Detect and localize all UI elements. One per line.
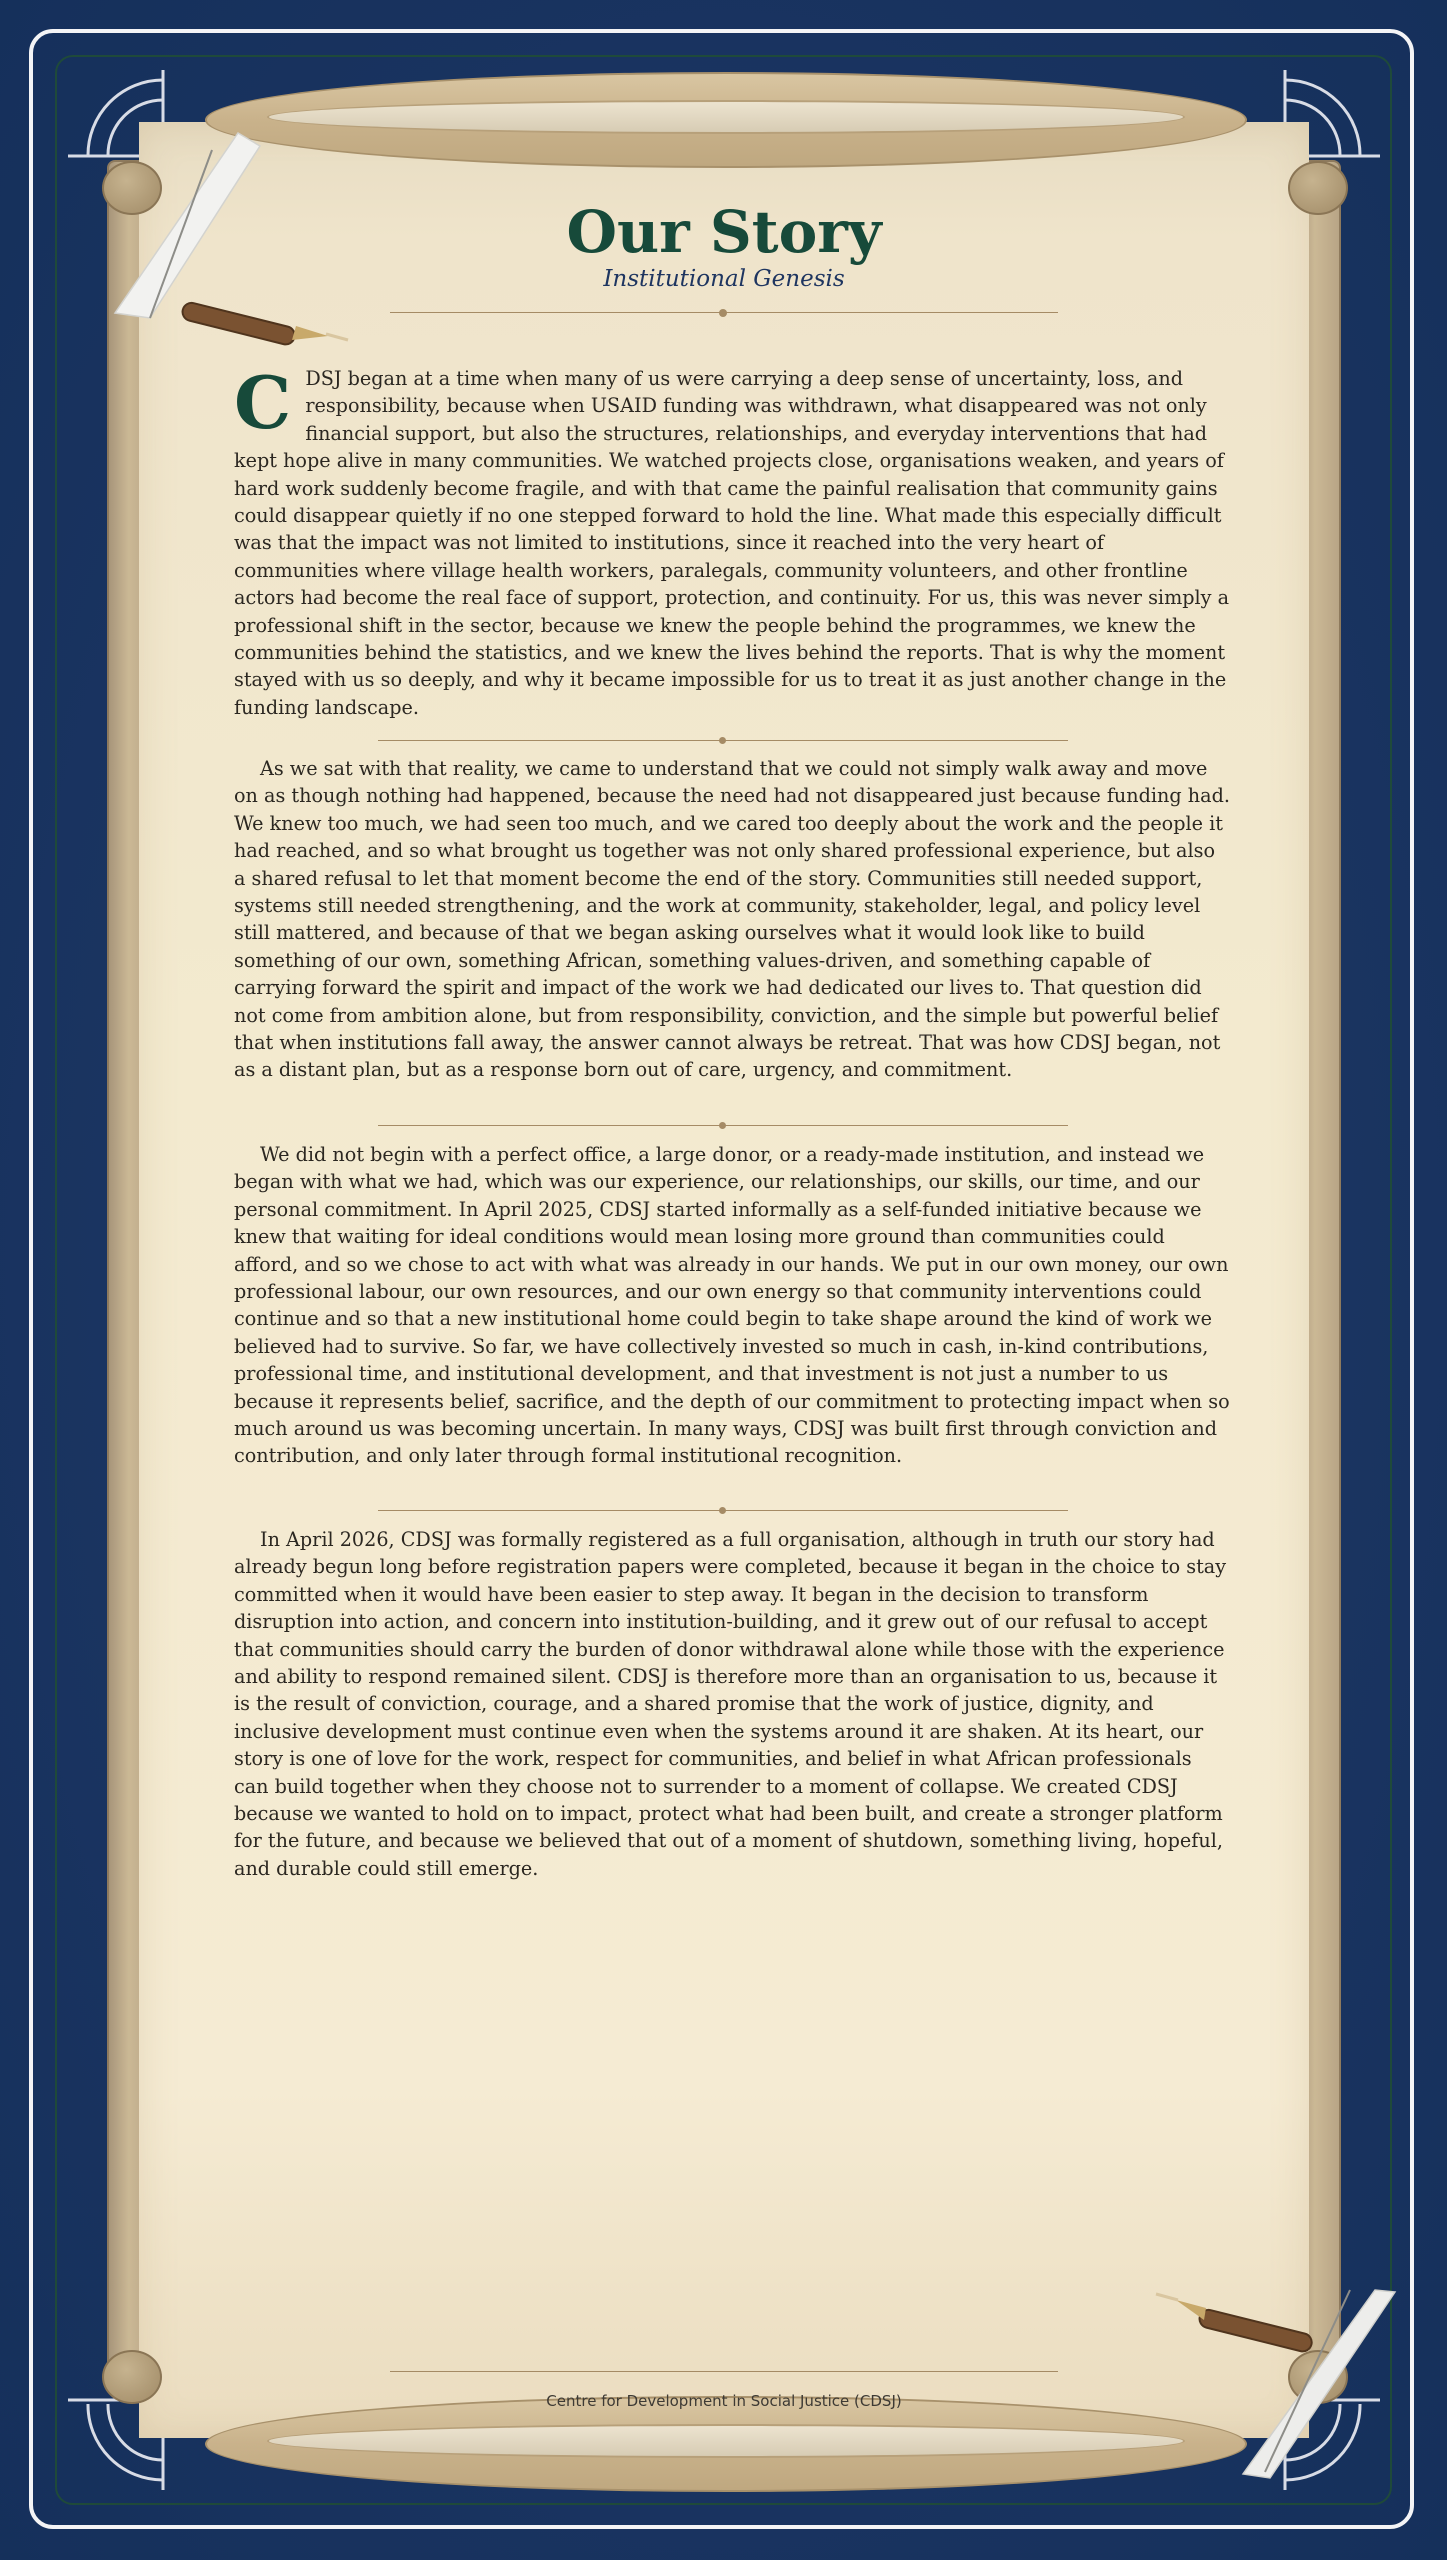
section-divider [378, 740, 1068, 741]
paragraph-text: DSJ began at a time when many of us were carrying a deep sense of uncertainty, loss, and responsibility, because when USAID funding was withdrawn, what disappeared was not only financial support, but also the structures, relationships, and everyday interventions that had kept hope alive in many communities. We watched projects close, organisations weaken, and years of hard work suddenly become fragile, and with that came the painful realisation that community gains could disappear quietly if no one stepped forward to hold the line. What made this especially difficult was that the impact was not limited to institutions, since it reached into the very heart of communities where village health workers, paralegals, community volunteers, and other frontline actors had become the real face of support, protection, and continuity. For us, this was never simply a professional shift in the sector, because we knew the people behind the programmes, we knew the communities behind the statistics, and we knew the lives behind the reports. That is why the moment stayed with us so deeply, and why it became impossible for us to treat it as just another change in the funding landscape. [234, 367, 1230, 719]
drop-cap: C [234, 360, 292, 445]
story-paragraph-4 [234, 1526, 1230, 1882]
quill-icon [1150, 2262, 1400, 2486]
story-paragraph-2 [234, 755, 1230, 1084]
page-title: Our Story [566, 198, 882, 266]
footer-divider [390, 2371, 1058, 2372]
footer-organisation-name: Centre for Development in Social Justice (CDSJ) [546, 2392, 902, 2410]
scroll-roll-bottom [205, 2396, 1247, 2492]
page-subtitle: Institutional Genesis [603, 266, 845, 292]
paragraph-text: As we sat with that reality, we came to understand that we could not simply walk away and move on as though nothing had happened, because the need had not disappeared just because funding had. We knew too much, we had seen too much, and we cared too deeply about the work and the people it had reached, and so what brought us together was not only shared professional experience, but also a shared refusal to let that moment become the end of the story. Communities still needed support, systems still needed strengthening, and the work at community, stakeholder, legal, and policy level still mattered, and because of that we began asking ourselves what it would look like to build something of our own, something African, something values-driven, and something capable of carrying forward the spirit and impact of the work we had dedicated our lives to. That question did not come from ambition alone, but from responsibility, conviction, and the simple but powerful belief that when institutions fall away, the answer cannot always be retreat. That was how CDSJ began, not as a distant plan, but as a response born out of care, urgency, and commitment. [234, 757, 1230, 1082]
section-divider [378, 1125, 1068, 1126]
title-divider-dot [719, 309, 727, 317]
section-divider [378, 1510, 1068, 1511]
story-paragraph-1 [234, 360, 1230, 721]
paragraph-text: We did not begin with a perfect office, a large donor, or a ready-made institution, and instead we began with what we had, which was our experience, our relationships, our skills, our time, and our personal commitment. In April 2025, CDSJ started informally as a self-funded initiative because we knew that waiting for ideal conditions would mean losing more ground than communities could afford, and so we chose to act with what was already in our hands. We put in our own money, our own professional labour, our own resources, and our own energy so that community interventions could continue and so that a new institutional home could begin to take shape around the kind of work we believed had to survive. So far, we have collectively invested so much in cash, in-kind contributions, professional time, and institutional development, and that investment is not just a number to us because it represents belief, sacrifice, and the depth of our commitment to protecting impact when so much around us was becoming uncertain. In many ways, CDSJ was built first through conviction and contribution, and only later through formal institutional recognition. [234, 1143, 1230, 1468]
story-paragraph-3 [234, 1141, 1230, 1470]
scroll-roll-top [205, 72, 1247, 168]
paragraph-text: In April 2026, CDSJ was formally registered as a full organisation, although in truth our story had already begun long before registration papers were completed, because it began in the choice to stay committed when it would have been easier to step away. It began in the decision to transform disruption into action, and concern into institution-building, and it grew out of our refusal to accept that communities should carry the burden of donor withdrawal alone while those with the experience and ability to respond remained silent. CDSJ is therefore more than an organisation to us, because it is the result of conviction, courage, and a shared promise that the work of justice, dignity, and inclusive development must continue even when the systems around it are shaken. At its heart, our story is one of love for the work, respect for communities, and belief in what African professionals can build together when they choose not to surrender to a moment of collapse. We created CDSJ because we wanted to hold on to impact, protect what had been built, and create a stronger platform for the future, and because we believed that out of a moment of shutdown, something living, hopeful, and durable could still emerge. [234, 1528, 1227, 1880]
